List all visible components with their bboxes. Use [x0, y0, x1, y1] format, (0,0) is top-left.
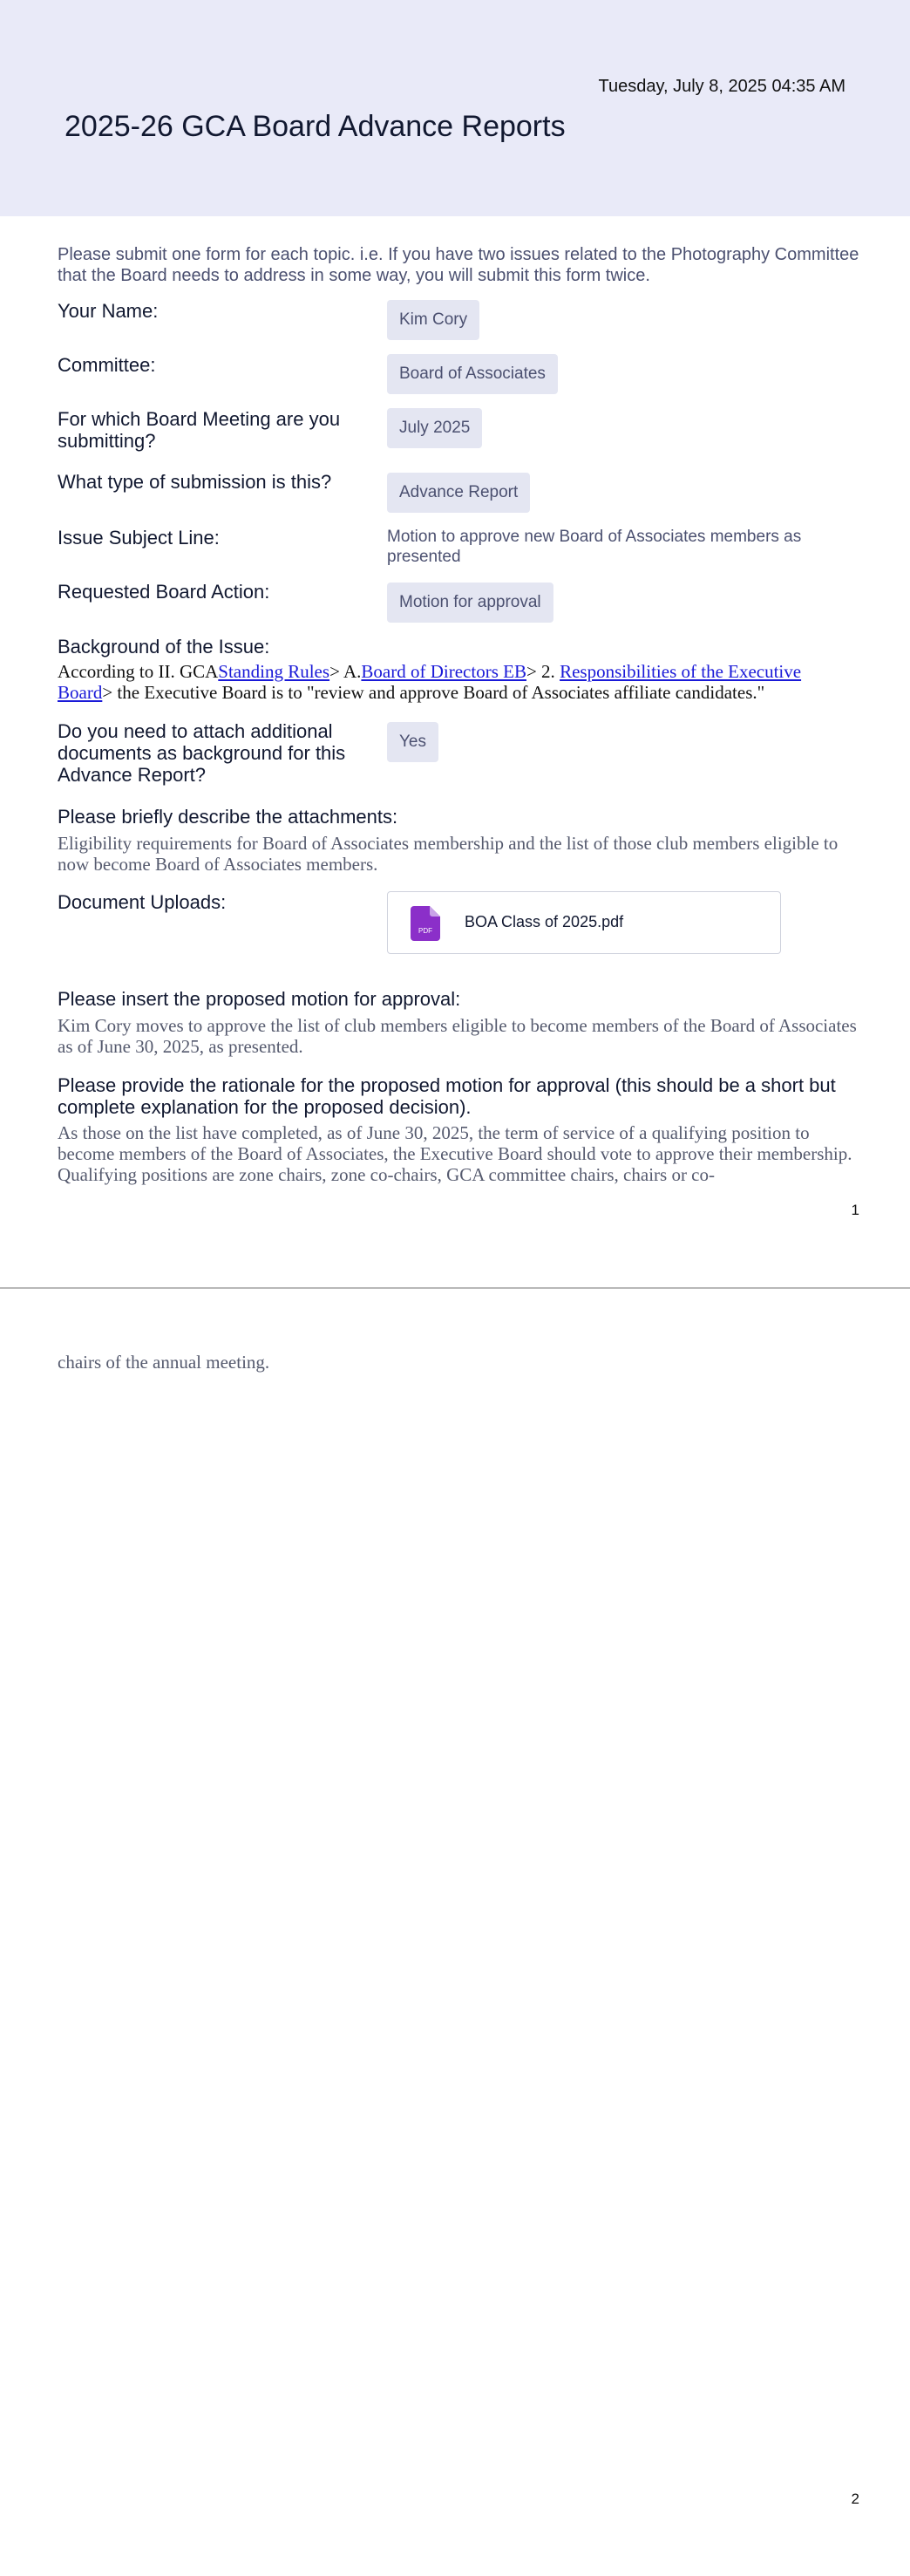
committee-value: Board of Associates — [387, 354, 558, 394]
background-label: Background of the Issue: — [58, 636, 270, 658]
report-datetime: Tuesday, July 8, 2025 04:35 AM — [598, 77, 845, 96]
page-number: 2 — [851, 2491, 859, 2507]
requested-action-value: Motion for approval — [387, 583, 553, 623]
field-label: What type of submission is this? — [58, 471, 332, 493]
field-value-wrap — [387, 722, 438, 762]
board-of-directors-link[interactable]: Board of Directors EB — [361, 661, 526, 682]
standing-rules-link[interactable]: Standing Rules — [218, 661, 330, 682]
field-label: Document Uploads: — [58, 891, 227, 913]
uploaded-file-card[interactable] — [387, 891, 781, 954]
field-value-wrap — [387, 300, 479, 340]
board-meeting-value: July 2025 — [387, 408, 482, 448]
field-value-wrap — [387, 583, 553, 623]
issue-subject-value: Motion to approve new Board of Associates members as presented — [387, 528, 802, 566]
rationale-text-page1: As those on the list have completed, as of June 30, 2025, the term of service of a qualifying position to become members of the Board of Associates, the Executive Board should vote to approve their membership. Qualifying positions are zone chairs, zone co-chairs, GCA committee chairs, chairs or co- — [58, 1122, 852, 1185]
field-label: Committee: — [58, 354, 156, 376]
field-label: Issue Subject Line: — [58, 527, 220, 549]
page-divider — [0, 1287, 910, 1289]
your-name-value: Kim Cory — [387, 300, 479, 340]
uploaded-file-name[interactable]: BOA Class of 2025.pdf — [465, 913, 624, 930]
page-number: 1 — [851, 1202, 859, 1218]
field-label: Do you need to attach additional documents as background for this Advance Report? — [58, 720, 346, 786]
rationale-label: Please provide the rationale for the proposed motion for approval (this should be a short but complete explanation for the proposed decision). — [58, 1074, 836, 1118]
field-value-wrap — [387, 408, 482, 448]
executive-board-link[interactable]: Responsibilities of the Executive Board — [58, 661, 802, 703]
submission-type-value: Advance Report — [387, 473, 530, 513]
pdf-icon-text: PDF — [418, 927, 432, 935]
attach-documents-value: Yes — [387, 722, 438, 762]
motion-text: Kim Cory moves to approve the list of club members eligible to become members of the Board of Associates as of June 30, 2025, as presented. — [58, 1015, 857, 1057]
page-title: 2025-26 GCA Board Advance Reports — [65, 110, 566, 143]
field-value-wrap — [387, 354, 558, 394]
rationale-text-page2: chairs of the annual meeting. — [58, 1352, 270, 1373]
pdf-file-icon — [411, 906, 440, 941]
background-text-part: > A. — [329, 661, 362, 682]
field-value-wrap — [387, 473, 530, 513]
field-label: Requested Board Action: — [58, 581, 270, 603]
background-text — [58, 661, 859, 703]
field-label: Your Name: — [58, 300, 159, 322]
background-text-part: > the Executive Board is to "review and approve Board of Associates affiliate candidates." — [102, 682, 765, 703]
motion-label: Please insert the proposed motion for approval: — [58, 988, 461, 1010]
attachments-text: Eligibility requirements for Board of Associates membership and the list of those club members eligible to now become Board of Associates members. — [58, 833, 839, 875]
intro-text: Please submit one form for each topic. i.e. If you have two issues related to the Photography Committee that the Board needs to address in some way, you will submit this form twice. — [58, 245, 859, 285]
header-band — [0, 0, 910, 216]
background-text-part: > 2. — [526, 661, 560, 682]
attachments-label: Please briefly describe the attachments: — [58, 806, 398, 828]
field-label: For which Board Meeting are you submitting? — [58, 408, 341, 452]
background-text-part: According to II. GCA — [58, 661, 219, 682]
